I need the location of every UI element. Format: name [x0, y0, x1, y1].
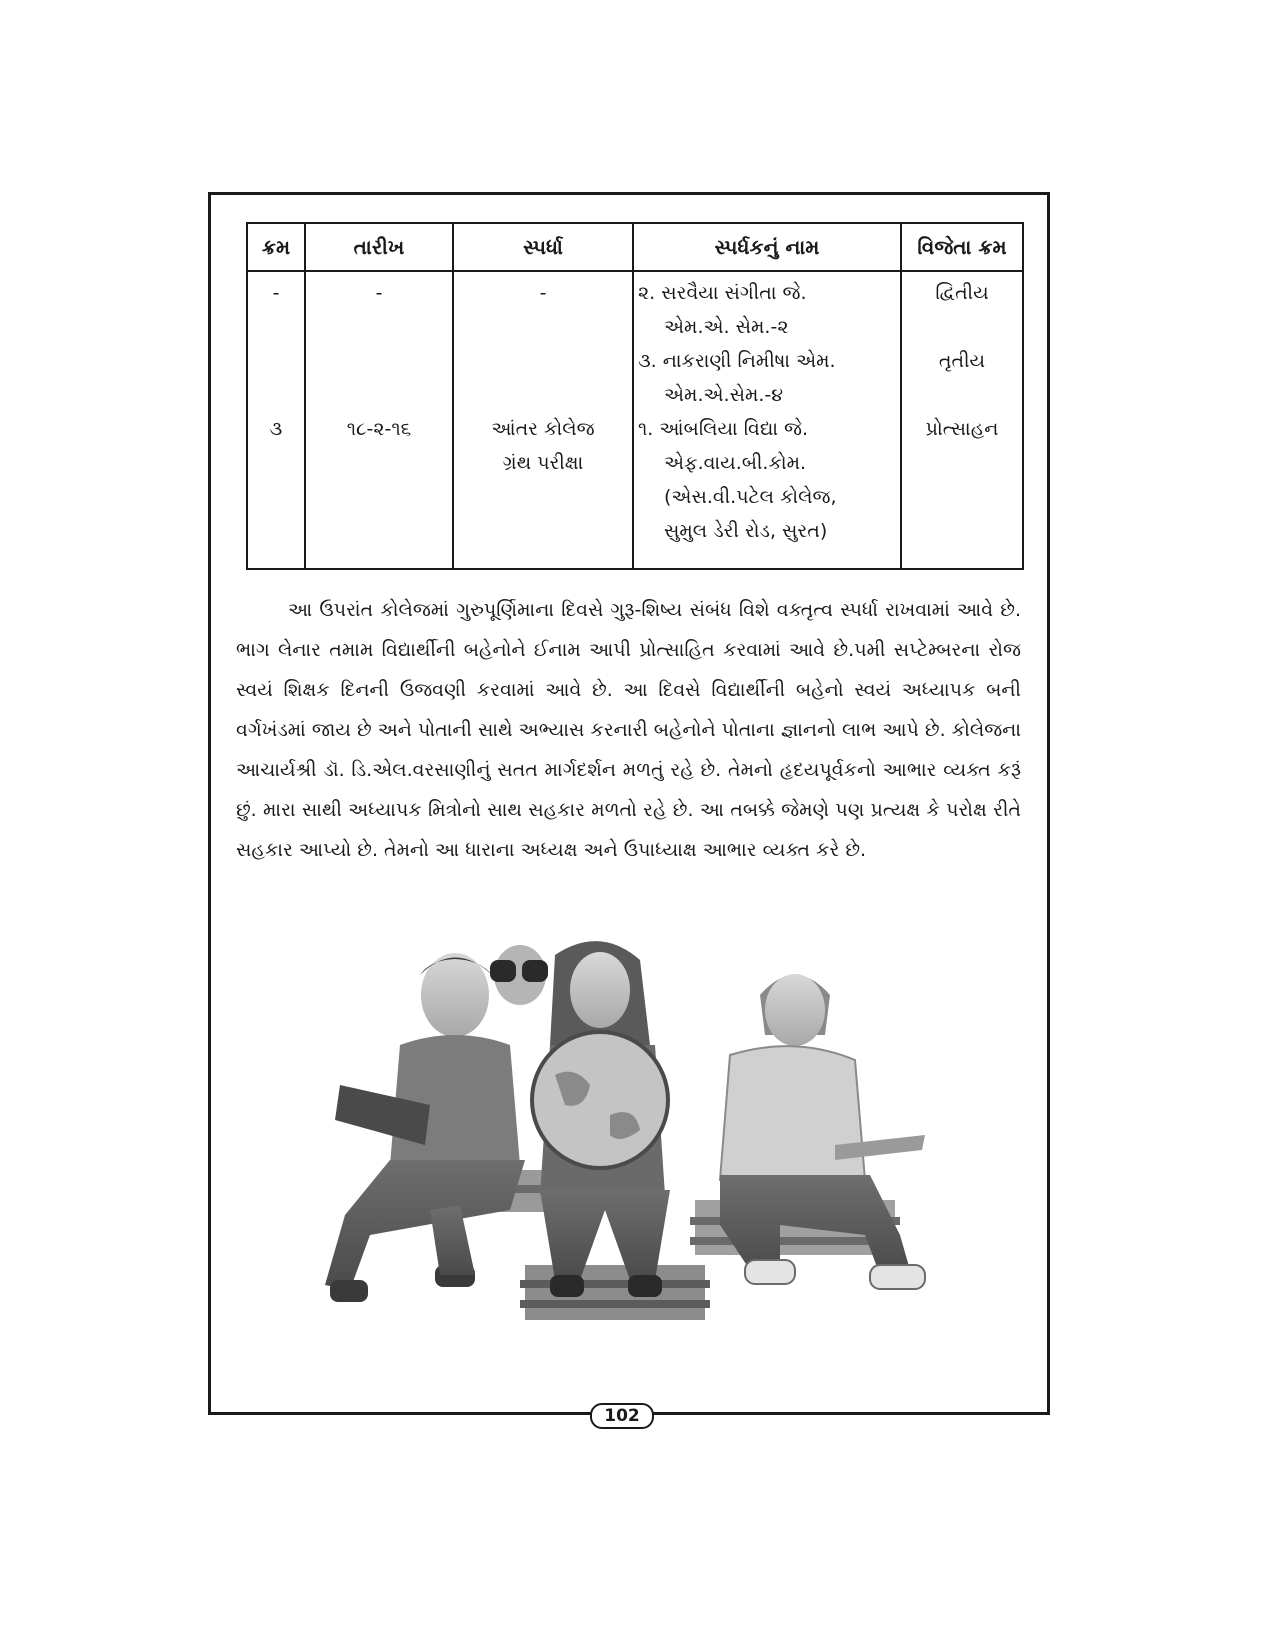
- student-binoculars: [490, 945, 548, 1005]
- cell-spardhak-name: [633, 271, 901, 569]
- name-line: (એસ.વી.પટેલ કોલેજ,: [664, 486, 837, 508]
- cell-line: [902, 310, 1022, 344]
- cell-kram: [247, 271, 305, 569]
- name-line: એફ.વાય.બી.કોમ.: [664, 452, 807, 474]
- cell-line: ગ્રંથ પરીક્ષા: [502, 452, 584, 474]
- name-line: સુમુલ ડેરી રોડ, સુરત): [664, 520, 828, 542]
- cell-line: [454, 378, 632, 412]
- name-line: ૩. નાકરાણી નિમીષા એમ.: [638, 350, 836, 372]
- cell-line: -: [375, 282, 383, 304]
- cell-line: [454, 344, 632, 378]
- header-vijeta-kram: વિજેતા ક્રમ: [901, 223, 1023, 271]
- table-header-row: [247, 223, 1023, 271]
- name-line: એમ.એ.સેમ.-૪: [664, 384, 784, 406]
- cell-line: તૃતીય: [938, 350, 986, 372]
- table-row: [247, 271, 1023, 569]
- cell-tarikh: [305, 271, 453, 569]
- name-line: એમ.એ. સેમ.-૨: [664, 316, 789, 338]
- header-spardhak-name: સ્પર્ધકનું નામ: [633, 223, 901, 271]
- results-table: [246, 222, 1024, 570]
- cell-line: [306, 344, 452, 378]
- cell-line: [248, 344, 304, 378]
- cell-line: [306, 378, 452, 412]
- cell-line: ૩: [269, 418, 283, 440]
- cell-line: દ્વિતીય: [935, 282, 989, 304]
- student-girl-globe: [532, 941, 670, 1297]
- cell-line: પ્રોત્સાહન: [925, 418, 999, 440]
- name-line: ૨. સરવૈયા સંગીતા જે.: [638, 282, 807, 304]
- cell-line: ૧૮-૨-૧૬: [346, 418, 412, 440]
- cell-line: -: [539, 282, 547, 304]
- cell-line: [306, 310, 452, 344]
- cell-line: [248, 378, 304, 412]
- cell-spardha: [453, 271, 633, 569]
- cell-line: -: [272, 282, 280, 304]
- cell-line: [902, 378, 1022, 412]
- cell-vijeta-kram: [901, 271, 1023, 569]
- student-boy: [325, 953, 525, 1302]
- header-kram: ક્રમ: [247, 223, 305, 271]
- cell-line: આંતર કોલેજ: [491, 418, 595, 440]
- page-number: 102: [590, 1403, 654, 1429]
- header-tarikh: તારીખ: [305, 223, 453, 271]
- students-photo: [310, 935, 950, 1350]
- cell-line: [454, 310, 632, 344]
- name-line: ૧. આંબલિયા વિદ્યા જે.: [638, 418, 809, 440]
- body-paragraph: આ ઉપરાંત કોલેજમાં ગુરુપૂર્ણિમાના દિવસે ગુરૂ-શિષ્ય સંબંધ વિશે વક્તૃત્વ સ્પર્ધા રાખવામાં આવે છે. ભાગ લેનાર તમામ વિદ્યાર્થીની બહેનોને ઈનામ આપી પ્રોત્સાહિત કરવામાં આવે છે.૫મી સપ્ટેમ્બરના રોજ સ્વયં શિક્ષક દિનની ઉજવણી કરવામાં આવે છે. આ દિવસે વિદ્યાર્થીની બહેનો સ્વયં અધ્યાપક બની વર્ગખંડમાં જાય છે અને પોતાની સાથે અભ્યાસ કરનારી બહેનોને પોતાના જ્ઞાનનો લાભ આપે છે. કોલેજના આચાર્યશ્રી ડૉ. ડિ.એલ.વરસાણીનું સતત માર્ગદર્શન મળતું રહે છે. તેમનો હૃદયપૂર્વકનો આભાર વ્યક્ત કરૂં છું. મારા સાથી અધ્યાપક મિત્રોનો સાથ સહકાર મળતો રહે છે. આ તબક્કે જેમણે પણ પ્રત્યક્ષ કે પરોક્ષ રીતે સહકાર આપ્યો છે. તેમનો આ ધારાના અધ્યક્ષ અને ઉપાધ્યાક્ષ આભાર વ્યક્ત કરે છે.: [236, 599, 1021, 861]
- cell-line: [248, 310, 304, 344]
- header-spardha: સ્પર્ધા: [453, 223, 633, 271]
